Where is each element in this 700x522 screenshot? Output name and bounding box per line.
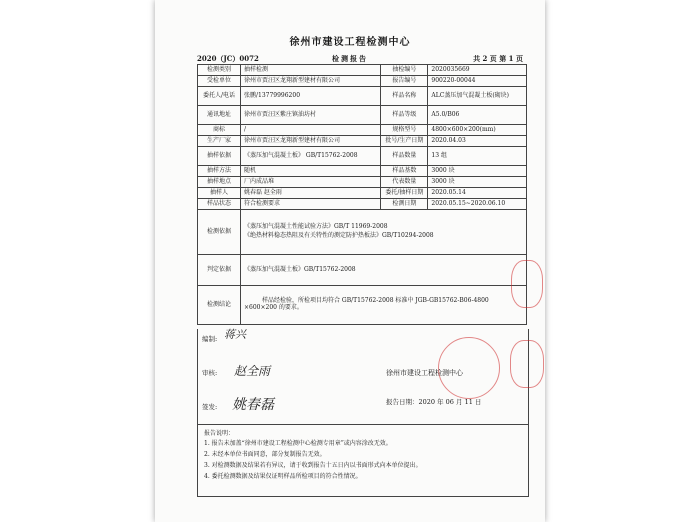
row-value: 随机 <box>241 166 381 177</box>
row-value: / <box>241 125 381 136</box>
info-row <box>198 166 527 177</box>
row-label: 检测类别 <box>198 65 241 76</box>
row-value: 2020.05.15~2020.06.10 <box>428 199 527 210</box>
row-label: 样品状态 <box>198 199 241 210</box>
note-item: 3. 对检测数据及结果若有异议，请于收到报告十五日内以书面形式向本单位提出。 <box>204 462 422 469</box>
row-value: 徐州市贾汪区龙翔新型建材有限公司 <box>241 136 381 147</box>
judge-label: 判定依据 <box>198 255 241 286</box>
seal-edge-stamp <box>511 260 543 308</box>
info-row <box>198 87 527 106</box>
row-value: 《蒸压加气混凝土板》 GB/T15762-2008 <box>241 147 381 166</box>
basis-row <box>198 210 527 255</box>
info-table <box>197 64 527 325</box>
note-item: 1. 报告未加盖“徐州市建设工程检测中心检测专用章”或内容涂改无效。 <box>204 440 392 447</box>
basis-line-1: 《蒸压加气混凝土性能试验方法》GB/T 11969-2008 <box>244 223 388 231</box>
row-value: 13 组 <box>428 147 527 166</box>
judge-text: 《蒸压加气混凝土板》GB/T15762-2008 <box>241 255 527 286</box>
issuer-name: 徐州市建设工程检测中心 <box>386 369 463 377</box>
info-row <box>198 177 527 188</box>
row-label: 样品名称 <box>381 87 428 106</box>
report-notes <box>197 424 529 497</box>
row-value: 900220-00044 <box>428 76 527 87</box>
row-value: 2020.04.03 <box>428 136 527 147</box>
row-label: 样品等级 <box>381 106 428 125</box>
row-label: 通讯地址 <box>198 106 241 125</box>
info-row <box>198 106 527 125</box>
page-info: 共 2 页 第 1 页 <box>473 54 523 63</box>
row-value: 4800×600×200(mm) <box>428 125 527 136</box>
review-label: 审核: <box>202 369 218 377</box>
review-signature: 赵全雨 <box>234 364 271 378</box>
row-label: 商标 <box>198 125 241 136</box>
row-value: 符合检测要求 <box>241 199 381 210</box>
row-label: 生产厂家 <box>198 136 241 147</box>
row-label: 规格型号 <box>381 125 428 136</box>
info-row <box>198 199 527 210</box>
row-value: ALC蒸压加气混凝土板(砌块) <box>428 87 527 106</box>
conclusion-label: 检测结论 <box>198 286 241 325</box>
row-label: 抽样依据 <box>198 147 241 166</box>
info-row <box>198 188 527 199</box>
signature-block <box>197 329 529 425</box>
row-label: 样品基数 <box>381 166 428 177</box>
row-label: 代表数量 <box>381 177 428 188</box>
row-label: 委托/抽样日期 <box>381 188 428 199</box>
row-value: 3000 块 <box>428 166 527 177</box>
info-row <box>198 76 527 87</box>
compile-label: 编制: <box>202 335 218 343</box>
conclusion-line-2: ×600×200 的要求。 <box>244 304 303 311</box>
sign-signature: 姚春磊 <box>232 397 274 413</box>
row-label: 批号/生产日期 <box>381 136 428 147</box>
row-value: 3000 块 <box>428 177 527 188</box>
info-row <box>198 65 527 76</box>
issue-date: 报告日期：2020 年 06 月 11 日 <box>386 398 482 406</box>
row-value: 2020.05.14 <box>428 188 527 199</box>
sign-label: 签发: <box>202 403 218 411</box>
seal-edge-stamp-2 <box>510 340 544 388</box>
row-label: 委托人/电话 <box>198 87 241 106</box>
row-label: 抽样人 <box>198 188 241 199</box>
row-label: 抽检编号 <box>381 65 428 76</box>
conclusion-line-1: 样品经检验，所检项目均符合 GB/T15762-2008 标准中 JGB-GB15762-B06-4800 <box>262 297 489 305</box>
row-value: 徐州市贾汪区龙翔新型建材有限公司 <box>241 76 381 87</box>
judge-row <box>198 255 527 286</box>
info-row <box>198 136 527 147</box>
info-row <box>198 147 527 166</box>
note-item: 2. 未经本单位书面同意，部分复制报告无效。 <box>204 451 326 458</box>
basis-label: 检测依据 <box>198 210 241 255</box>
report-number: 2020（JC）0072 <box>197 54 259 63</box>
row-label: 抽样方法 <box>198 166 241 177</box>
info-row <box>198 125 527 136</box>
row-value: 抽样检测 <box>241 65 381 76</box>
basis-line-2: 《绝热材料稳态热阻及有关特性的测定防护热板法》GB/T10294-2008 <box>244 232 434 239</box>
notes-title: 报告说明： <box>204 430 235 437</box>
row-value: 张鹏/13779996200 <box>241 87 381 106</box>
row-label: 受检单位 <box>198 76 241 87</box>
row-value: 2020035669 <box>428 65 527 76</box>
report-page <box>155 0 545 522</box>
row-label: 样品数量 <box>381 147 428 166</box>
compile-signature: 蒋兴 <box>224 328 246 341</box>
row-value: 厂内成品堆 <box>241 177 381 188</box>
note-item: 4. 委托检测数据及结果仅证明样品所检项目的符合性情况。 <box>204 473 362 480</box>
conclusion-row <box>198 286 527 325</box>
row-value: 姚春磊 赵全雨 <box>241 188 381 199</box>
row-label: 检测日期 <box>381 199 428 210</box>
row-value: A5.0/B06 <box>428 106 527 125</box>
row-label: 抽样地点 <box>198 177 241 188</box>
row-label: 报告编号 <box>381 76 428 87</box>
report-title: 检测报告 <box>332 54 368 63</box>
inspection-stamp <box>438 337 500 399</box>
row-value: 徐州市贾汪区紫庄镇油坊村 <box>241 106 381 125</box>
org-title: 徐州市建设工程检测中心 <box>289 37 411 48</box>
